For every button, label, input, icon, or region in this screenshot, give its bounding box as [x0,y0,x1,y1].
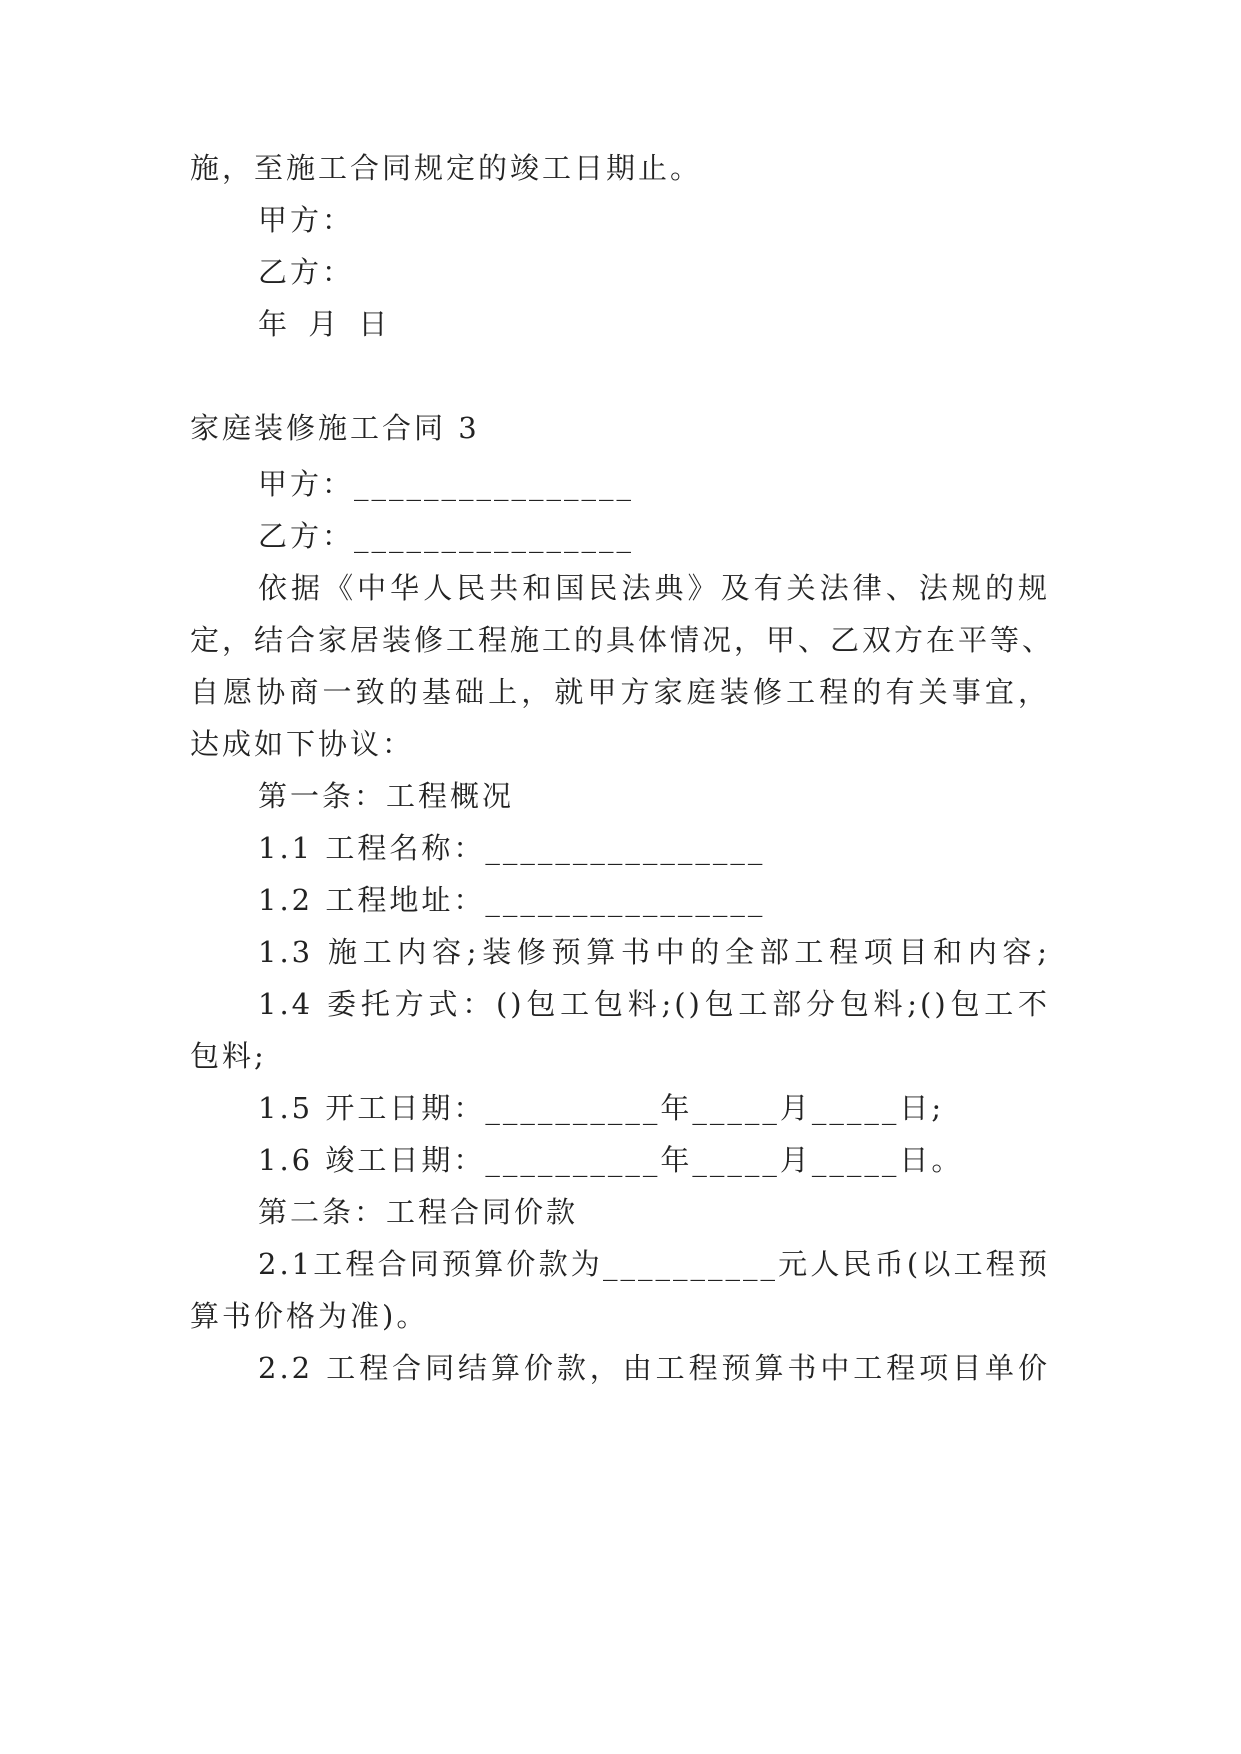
paragraph-line: 施，至施工合同规定的竣工日期止。 [190,151,703,185]
article-heading: 第一条：工程概况 [258,779,515,813]
clause-line: 1.4 委托方式：()包工包料;()包工部分包料;()包工不 [258,987,1050,1021]
clause-line: 2.1工程合同预算价款为__________元人民币(以工程预 [258,1247,1050,1281]
clause-line: 2.2 工程合同结算价款，由工程预算书中工程项目单价 [258,1351,1050,1385]
article-heading: 第二条：工程合同价款 [258,1195,579,1229]
clause-line: 算书价格为准)。 [190,1299,429,1333]
clause-line: 1.2 工程地址：________________ [258,883,766,917]
paragraph-line: 定，结合家居装修工程施工的具体情况，甲、乙双方在平等、 [190,623,1055,657]
clause-line: 1.6 竣工日期：__________年_____月_____日。 [258,1143,964,1177]
clause-line: 1.3 施工内容;装修预算书中的全部工程项目和内容; [258,935,1050,969]
paragraph-line: 达成如下协议： [190,727,415,761]
party-b-field: 乙方：________________ [258,519,635,553]
contract-title: 家庭装修施工合同 3 [190,411,480,445]
paragraph-line: 自愿协商一致的基础上，就甲方家庭装修工程的有关事宜， [190,675,1050,709]
party-a-field: 甲方：________________ [258,467,635,501]
clause-line: 包料; [190,1039,267,1073]
signature-date: 年 月 日 [258,307,394,341]
signature-party-b: 乙方： [258,255,355,289]
clause-line: 1.1 工程名称：________________ [258,831,766,865]
clause-line: 1.5 开工日期：__________年_____月_____日; [258,1091,945,1125]
paragraph-line: 依据《中华人民共和国民法典》及有关法律、法规的规 [258,571,1050,605]
signature-party-a: 甲方： [258,203,355,237]
